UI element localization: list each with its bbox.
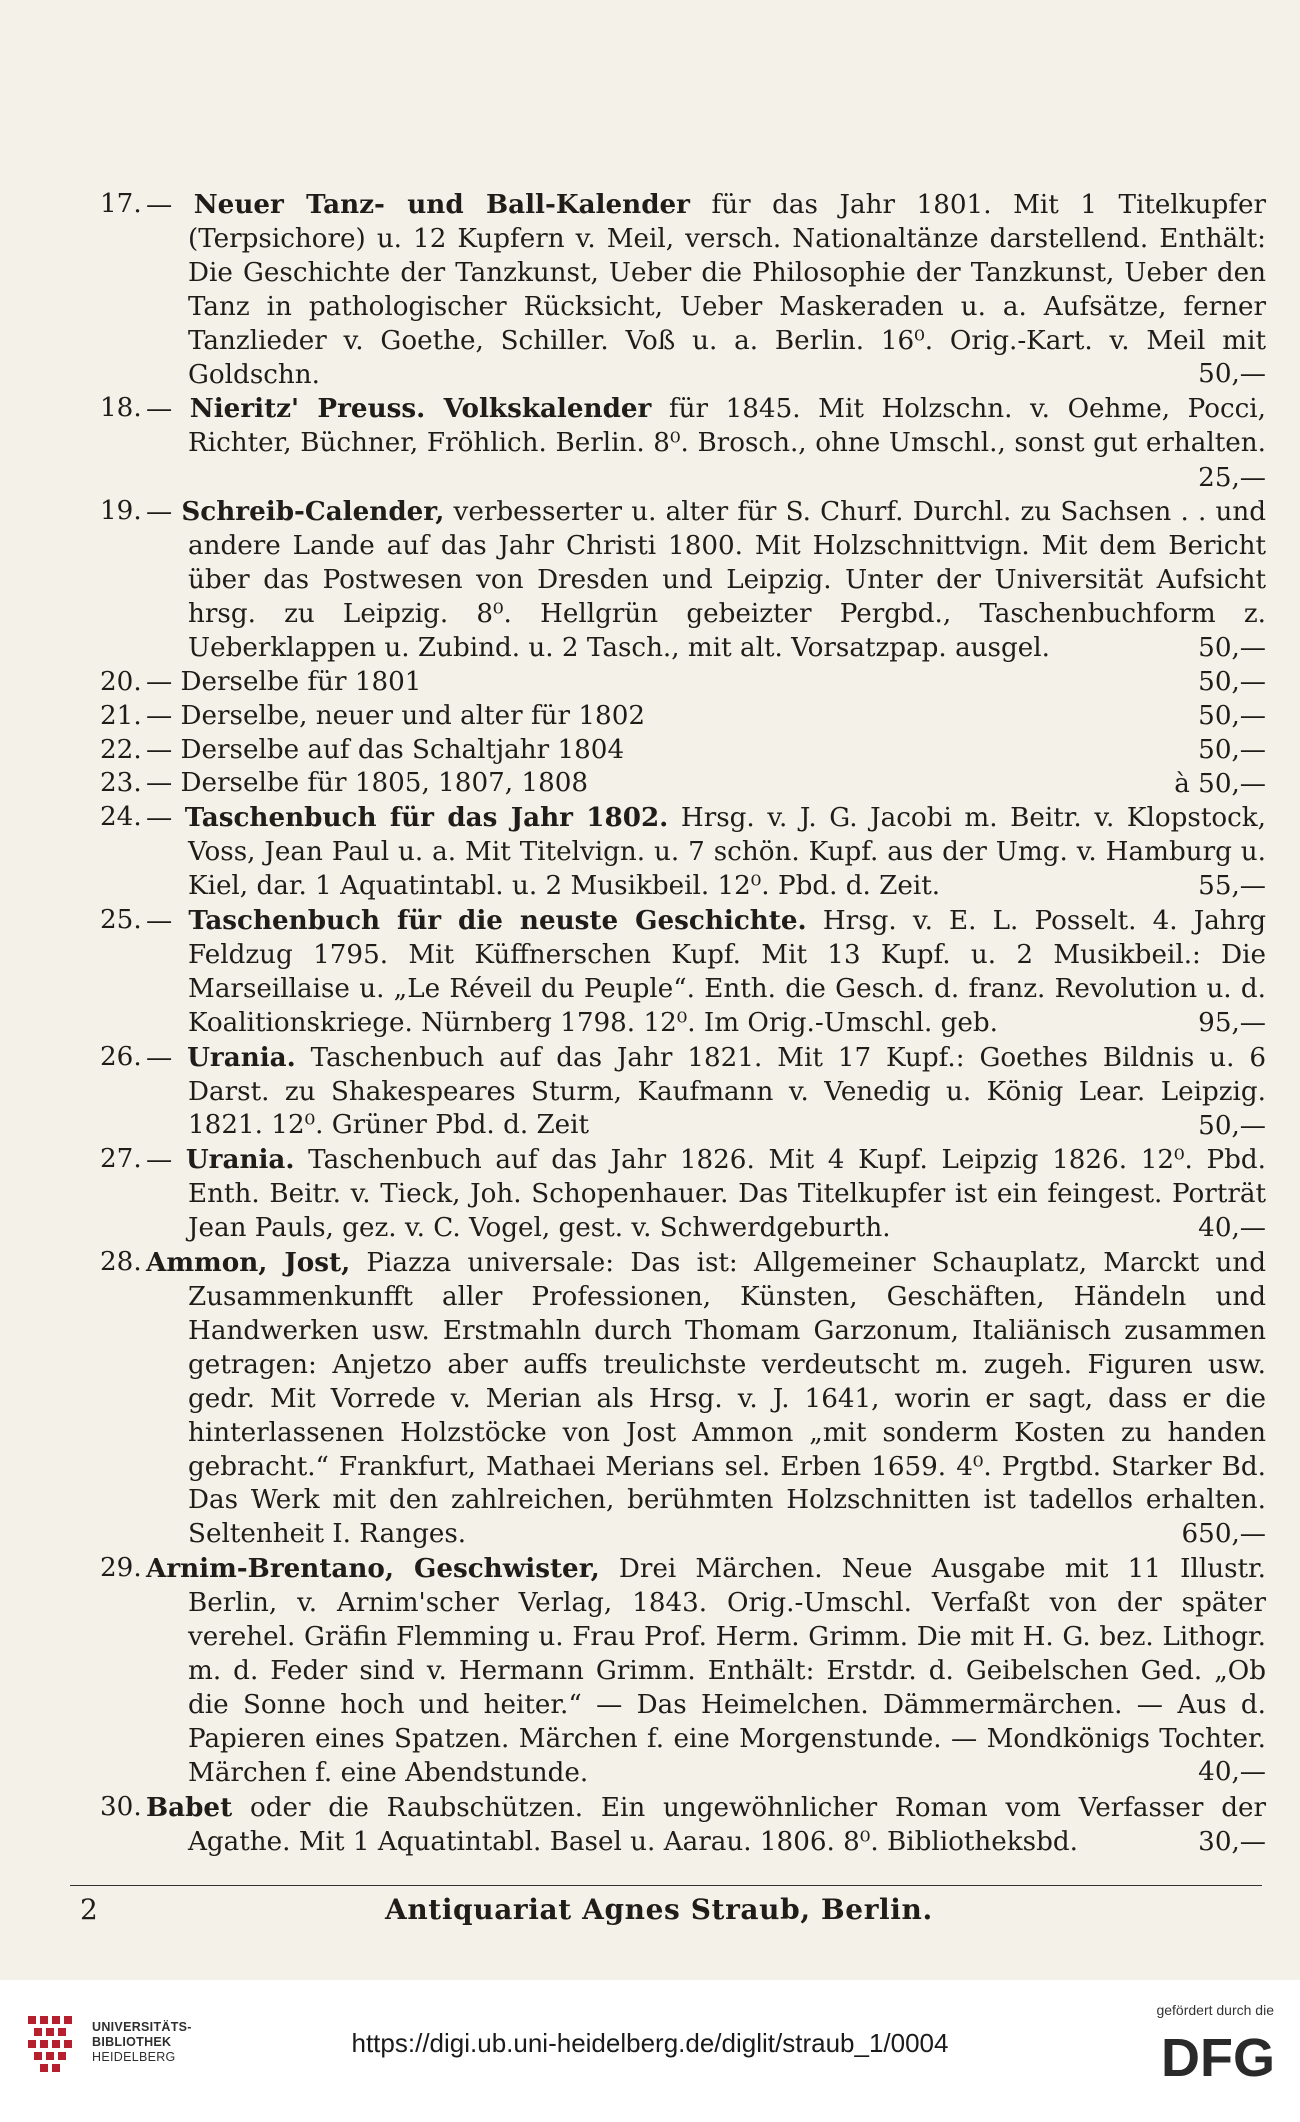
entry-description: Derselbe für 1801 [180,666,422,697]
entry-description: verbesserter u. alter für S. Churf. Durchl. zu Sachsen . . und andere Lande auf das Jahr Christi 1800. Mit Holzschnittvign. Mit dem Bericht über das Postwesen von Dresden und Leipzig. Unter der Universität Aufsicht hrsg. zu Leipzig. 8⁰. Hellgrün gebeizter Pergbd., Taschenbuchform z. Ueberklappen u. Zubind. u. 2 Tasch., mit alt. Vorsatzpap. ausgel. [188,497,1266,663]
entry-number: 29. [100,1553,142,1584]
entry-dash: — [146,734,181,765]
entry-body [100,1791,1266,1860]
entry-body [100,666,1266,700]
entry-title: Taschenbuch für das Jahr 1802. [184,802,669,834]
dfg-logo-text: DFG [1161,2028,1275,2084]
catalog-entry [100,1552,1266,1790]
entry-description: für 1845. Mit Holzschn. v. Oehme, Pocci, Richter, Büchner, Fröhlich. Berlin. 8⁰. Brosch., ohne Umschl., sonst gut erhalten. [188,394,1266,459]
institution-line: BIBLIOTHEK [92,2035,172,2049]
entry-description: Hrsg. v. J. G. Jacobi m. Beitr. v. Klopstock, Voss, Jean Paul u. a. Mit Titelvign. u. 7 schön. Kupf. aus der Umg. v. Hamburg u. Kiel, dar. 1 Aquatintabl. u. 2 Musikbeil. 12⁰. Pbd. d. Zeit. [188,803,1266,902]
entry-price: 50,— [1198,666,1266,697]
entry-dash: — [146,700,181,731]
catalog-entry [100,1041,1266,1144]
entry-number: 18. [100,393,142,424]
entry-number: 22. [100,734,142,765]
entry-number: 19. [100,496,142,527]
catalog-entry [100,904,1266,1041]
entry-description: Derselbe für 1805, 1807, 1808 [180,768,589,799]
entry-number: 25. [100,905,142,936]
catalog-entry [100,666,1266,700]
footer-rule [70,1885,1262,1886]
entry-price: 50,— [1198,633,1266,664]
entry-number: 20. [100,666,142,697]
entry-price: 40,— [1198,1757,1266,1788]
source-url-link[interactable]: https://digi.ub.uni-heidelberg.de/diglit/straub_1/0004 [351,2028,949,2058]
entry-body [100,392,1266,495]
entry-dash: — [146,497,182,528]
entry-dash: — [146,906,189,937]
entry-number: 23. [100,768,142,799]
entry-title: Urania. [187,1041,296,1073]
catalog-entry [100,392,1266,495]
catalog-entry [100,1246,1266,1552]
institution-line: HEIDELBERG [92,2050,176,2064]
entry-price: 30,— [1198,1826,1266,1857]
entry-body [100,801,1266,904]
entry-description: Derselbe, neuer und alter für 1802 [180,700,646,731]
viewer-bottom-bar [0,1980,1300,2122]
entry-price: 25,— [1198,462,1266,493]
entry-description: Drei Märchen. Neue Ausgabe mit 11 Illustr. Berlin, v. Arnim'scher Verlag, 1843. Orig.-Umschl. Verfaßt von der später verehel. Gräfin Flemming u. Frau Prof. Herm. Grimm. Die mit H. G. bez. Lithogr. m. d. Feder sind v. Hermann Grimm. Enthält: Erstdr. d. Geibelschen Ged. „Ob die Sonne hoch und heiter.“ — Das Heimelchen. Dämmermärchen. — Aus d. Papieren eines Spatzen. Märchen f. eine Morgenstunde. — Mondkönigs Tochter. Märchen f. eine Abendstunde. [188,1554,1266,1788]
entry-title: Arnim-Brentano, Geschwister, [146,1553,600,1585]
entry-title: Nieritz' Preuss. Volkskalender [189,393,652,425]
entry-body [100,767,1266,801]
entry-price: 50,— [1198,700,1266,731]
entry-title: Taschenbuch für die neuste Geschichte. [188,905,807,937]
footer-firm: Antiquariat Agnes Straub, Berlin. [385,1893,933,1926]
entry-price: 50,— [1198,1110,1266,1141]
entry-body [100,734,1266,768]
entry-number: 26. [100,1041,142,1072]
funder-caption: gefördert durch die [1156,2002,1274,2018]
entry-body [100,1246,1266,1552]
entry-body [100,700,1266,734]
entry-price: 55,— [1198,871,1266,902]
entry-price: 95,— [1198,1008,1266,1039]
entry-price: 50,— [1198,734,1266,765]
catalog-entry [100,767,1266,801]
entry-price: 50,— [1198,359,1266,390]
entry-description: Piazza universale: Das ist: Allgemeiner Schauplatz, Marckt und Zusammenkunfft aller Professionen, Künsten, Geschäften, Händeln und Handwerken usw. Erstmahln durch Thomam Garzonum, Italiänisch zusammen getragen: Anjetzo aber auffs treulichste verdeutscht m. zugeh. Figuren usw. gedr. Mit Vorrede v. Merian als Hrsg. v. J. 1641, worin er sagt, dass er die hinterlassenen Holzstöcke von Jost Ammon „mit sonderm Kosten zu handen gebracht.“ Frankfurt, Mathaei Merians sel. Erben 1659. 4⁰. Prgtbd. Starker Bd. Das Werk mit den zahlreichen, berühmten Holzschnitten ist tadellos erhalten. Seltenheit I. Ranges. [188,1248,1266,1550]
entry-description: Taschenbuch auf das Jahr 1821. Mit 17 Kupf.: Goethes Bildnis u. 6 Darst. zu Shakespeares Sturm, Kaufmann v. Venedig u. König Lear. Leipzig. 1821. 12⁰. Grüner Pbd. d. Zeit [188,1042,1266,1141]
entry-dash: — [146,1042,188,1073]
entry-number: 17. [100,189,142,219]
catalog-entries [100,188,1266,1859]
entry-title: Urania. [185,1144,295,1176]
entry-description: für das Jahr 1801. Mit 1 Titelkupfer (Terpsichore) u. 12 Kupfern v. Meil, versch. Nationaltänze darstellend. Enthält: Die Geschichte der Tanzkunst, Ueber die Philosophie der Tanzkunst, Ueber den Tanz in pathologischer Rücksicht, Ueber Maskeraden u. a. Aufsätze, ferner Tanzlieder v. Goethe, Schiller. Voß u. a. Berlin. 16⁰. Orig.-Kart. v. Meil mit Goldschn. [188,190,1266,390]
entry-dash: — [146,666,181,697]
catalog-entry [100,1791,1266,1860]
entry-description: Hrsg. v. E. L. Posselt. 4. Jahrg Feldzug 1795. Mit Küffnerschen Kupf. Mit 13 Kupf. u. 2 Musikbeil.: Die Marseillaise u. „Le Réveil du Peuple“. Enth. die Gesch. d. franz. Revolution u. d. Koalitionskriege. Nürnberg 1798. 12⁰. Im Orig.-Umschl. geb. [188,906,1266,1038]
entry-body [100,1552,1266,1790]
entry-dash: — [146,190,194,220]
entry-body [100,495,1266,666]
catalog-entry [100,495,1266,666]
entry-body [100,188,1266,392]
entry-price: 650,— [1181,1519,1266,1550]
entry-number: 24. [100,802,142,833]
entry-dash: — [146,394,190,425]
institution-name [92,2020,192,2065]
entry-body [100,1041,1266,1144]
entry-title: Babet [146,1791,233,1823]
entry-title: Neuer Tanz- und Ball-Kalender [193,189,690,220]
entry-title: Ammon, Jost, [146,1247,351,1279]
entry-price: 40,— [1198,1213,1266,1244]
entry-price: à 50,— [1174,768,1266,799]
entry-body [100,904,1266,1041]
entry-description: oder die Raubschützen. Ein ungewöhnlicher Roman vom Verfasser der Agathe. Mit 1 Aquatintabl. Basel u. Aarau. 1806. 8⁰. Bibliotheksbd. [188,1792,1266,1857]
entry-number: 21. [100,700,142,731]
entry-dash: — [146,768,181,799]
institution-line: UNIVERSITÄTS- [92,2020,192,2034]
entry-description: Derselbe auf das Schaltjahr 1804 [180,734,625,765]
entry-number: 28. [100,1247,142,1278]
entry-description: Taschenbuch auf das Jahr 1826. Mit 4 Kupf. Leipzig 1826. 12⁰. Pbd. Enth. Beitr. v. Tieck, Joh. Schopenhauer. Das Titelkupfer ist ein feingest. Porträt Jean Pauls, gez. v. C. Vogel, gest. v. Schwerdgeburth. [188,1145,1266,1244]
entry-dash: — [146,1145,186,1176]
entry-title: Schreib-Calender, [181,496,445,528]
entry-body [100,1143,1266,1246]
university-seal-icon [22,2010,82,2080]
entry-dash: — [146,803,185,834]
catalog-entry [100,1143,1266,1246]
page-number: 2 [80,1893,98,1926]
dfg-logo-icon [1158,2026,1278,2084]
catalog-entry [100,700,1266,734]
entry-number: 30. [100,1791,142,1822]
entry-number: 27. [100,1144,142,1175]
catalog-entry [100,188,1266,392]
catalog-entry [100,734,1266,768]
catalog-entry [100,801,1266,904]
